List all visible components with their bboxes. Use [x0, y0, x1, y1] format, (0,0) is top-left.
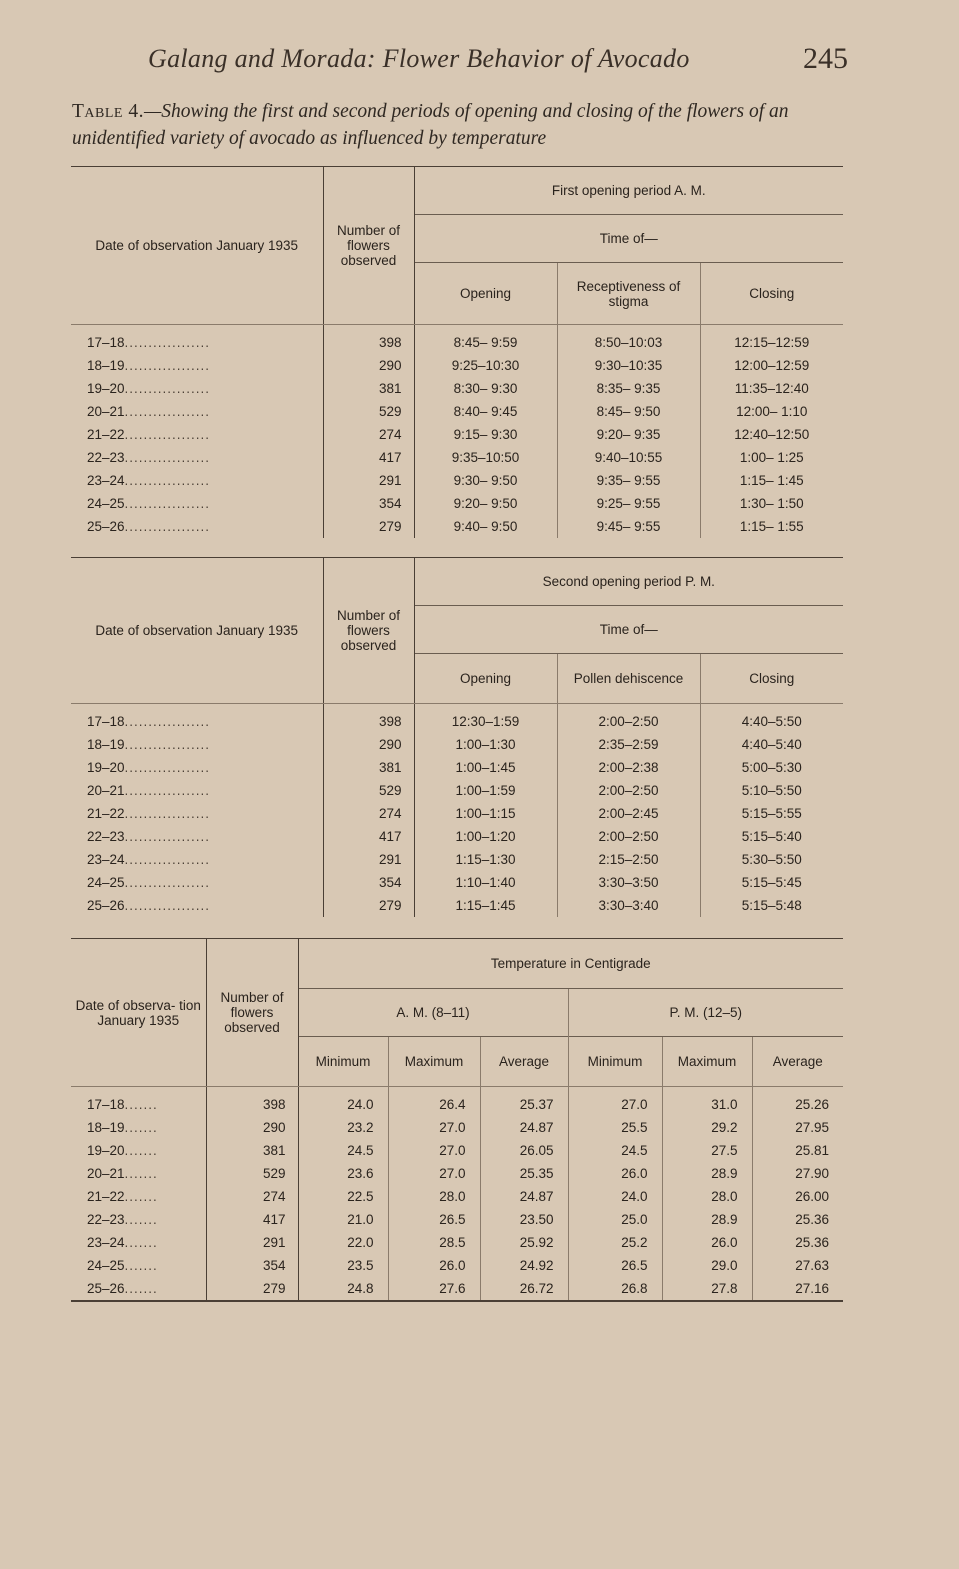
table-row: [71, 377, 843, 400]
cell-receptiveness: 9:25– 9:55: [557, 492, 700, 515]
first-opening-table: [71, 166, 843, 538]
table-row: [71, 400, 843, 423]
cell-number: 398: [323, 325, 414, 355]
leader-dots: .......: [124, 1166, 158, 1181]
leader-dots: ..................: [124, 496, 211, 511]
cell-pm-min: 25.0: [568, 1208, 662, 1231]
cell-date: 17–18: [87, 335, 125, 350]
cell-date: 17–18: [87, 1097, 125, 1112]
table-label: Table 4.: [72, 101, 144, 122]
cell-number: 417: [323, 446, 414, 469]
cell-pm-avg: 25.36: [752, 1208, 843, 1231]
header-am-avg: Average: [480, 1037, 568, 1087]
table-row: [71, 802, 843, 825]
leader-dots: ..................: [124, 898, 211, 913]
cell-date: 21–22: [87, 1189, 125, 1204]
cell-closing: 1:15– 1:45: [700, 469, 843, 492]
cell-opening: 1:10–1:40: [455, 875, 516, 890]
cell-date: 20–21: [87, 783, 125, 798]
header-group: Temperature in Centigrade: [298, 939, 843, 989]
cell-number: 291: [206, 1231, 298, 1254]
cell-pm-min: 27.0: [568, 1087, 662, 1117]
leader-dots: ..................: [124, 875, 211, 890]
cell-opening: 1:00–1:15: [455, 806, 516, 821]
cell-closing: 1:15– 1:55: [700, 515, 843, 538]
cell-opening: 9:35–10:50: [451, 450, 520, 465]
cell-opening: 9:20– 9:50: [453, 496, 518, 511]
cell-am-min: 22.0: [347, 1235, 374, 1250]
cell-closing: 5:15–5:48: [700, 894, 843, 917]
table-row: [71, 354, 843, 377]
leader-dots: .......: [124, 1235, 158, 1250]
header-opening: Opening: [414, 654, 557, 704]
cell-pm-avg: 27.63: [752, 1254, 843, 1277]
table-row: [71, 871, 843, 894]
header-am: A. M. (8–11): [298, 989, 568, 1037]
cell-am-max: 27.0: [388, 1162, 480, 1185]
cell-number: 417: [206, 1208, 298, 1231]
cell-closing: 4:40–5:50: [700, 704, 843, 734]
cell-closing: 1:30– 1:50: [700, 492, 843, 515]
header-group: First opening period A. M.: [414, 167, 843, 215]
cell-pollen: 2:00–2:38: [557, 756, 700, 779]
cell-closing: 5:15–5:45: [700, 871, 843, 894]
cell-pollen: 3:30–3:40: [557, 894, 700, 917]
cell-date: 21–22: [87, 427, 125, 442]
cell-closing: 4:40–5:40: [700, 733, 843, 756]
header-pm-min: Minimum: [568, 1037, 662, 1087]
cell-pm-min: 24.5: [568, 1139, 662, 1162]
cell-number: 354: [323, 871, 414, 894]
cell-closing: 12:00–12:59: [700, 354, 843, 377]
cell-receptiveness: 9:30–10:35: [557, 354, 700, 377]
table-body: [71, 704, 843, 918]
cell-am-avg: 23.50: [480, 1208, 568, 1231]
table-row: [71, 704, 843, 734]
cell-opening: 9:25–10:30: [451, 358, 520, 373]
cell-pm-avg: 27.95: [752, 1116, 843, 1139]
table-row: [71, 325, 843, 355]
cell-opening: 8:40– 9:45: [453, 404, 518, 419]
cell-pollen: 2:15–2:50: [557, 848, 700, 871]
cell-number: 274: [206, 1185, 298, 1208]
header-subgroup: Time of—: [414, 215, 843, 263]
cell-pm-avg: 25.26: [752, 1087, 843, 1117]
table-row: [71, 1162, 843, 1185]
leader-dots: ..................: [124, 358, 211, 373]
table-row: [71, 825, 843, 848]
cell-opening: 9:15– 9:30: [453, 427, 518, 442]
cell-pollen: 2:00–2:45: [557, 802, 700, 825]
cell-closing: 12:15–12:59: [700, 325, 843, 355]
table-row: [71, 446, 843, 469]
leader-dots: .......: [124, 1120, 158, 1135]
leader-dots: ..................: [124, 760, 211, 775]
cell-opening: 1:00–1:20: [455, 829, 516, 844]
cell-am-avg: 25.35: [480, 1162, 568, 1185]
cell-date: 23–24: [87, 473, 125, 488]
cell-opening: 1:00–1:30: [455, 737, 516, 752]
cell-pollen: 2:00–2:50: [557, 779, 700, 802]
temperature-table: [71, 938, 843, 1302]
table-body: [71, 1087, 843, 1302]
cell-am-min: 23.2: [347, 1120, 374, 1135]
cell-date: 24–25: [87, 496, 125, 511]
cell-number: 529: [323, 779, 414, 802]
header-date: Date of observation January 1935: [71, 558, 323, 704]
header-number: Number of flowers observed: [323, 167, 414, 325]
cell-am-min: 24.5: [347, 1143, 374, 1158]
cell-number: 291: [323, 469, 414, 492]
table-row: [71, 733, 843, 756]
cell-opening: 1:15–1:45: [455, 898, 516, 913]
cell-am-min: 23.6: [347, 1166, 374, 1181]
cell-am-min: 24.8: [347, 1281, 374, 1296]
cell-pm-max: 29.2: [662, 1116, 752, 1139]
cell-date: 24–25: [87, 875, 125, 890]
cell-closing: 5:00–5:30: [700, 756, 843, 779]
cell-am-avg: 25.37: [480, 1087, 568, 1117]
cell-am-avg: 24.92: [480, 1254, 568, 1277]
page-number: 245: [803, 42, 848, 75]
cell-am-max: 28.0: [388, 1185, 480, 1208]
cell-pm-max: 31.0: [662, 1087, 752, 1117]
table-row: [71, 756, 843, 779]
cell-am-avg: 24.87: [480, 1185, 568, 1208]
cell-number: 290: [206, 1116, 298, 1139]
cell-number: 529: [323, 400, 414, 423]
leader-dots: .......: [124, 1143, 158, 1158]
cell-opening: 9:40– 9:50: [453, 519, 518, 534]
cell-date: 22–23: [87, 450, 125, 465]
cell-date: 18–19: [87, 737, 125, 752]
cell-am-min: 22.5: [347, 1189, 374, 1204]
cell-date: 20–21: [87, 404, 125, 419]
cell-number: 279: [206, 1277, 298, 1301]
cell-pm-min: 26.8: [568, 1277, 662, 1301]
cell-am-max: 26.0: [388, 1254, 480, 1277]
header-subgroup: Time of—: [414, 606, 843, 654]
cell-number: 291: [323, 848, 414, 871]
cell-am-max: 27.0: [388, 1139, 480, 1162]
cell-number: 417: [323, 825, 414, 848]
header-receptiveness: Receptiveness of stigma: [557, 263, 700, 325]
table-row: [71, 1254, 843, 1277]
leader-dots: ..................: [124, 714, 211, 729]
cell-receptiveness: 8:35– 9:35: [557, 377, 700, 400]
table-row: [71, 1208, 843, 1231]
cell-pm-max: 28.9: [662, 1162, 752, 1185]
leader-dots: ..................: [124, 450, 211, 465]
cell-am-avg: 26.72: [480, 1277, 568, 1301]
leader-dots: ..................: [124, 404, 211, 419]
cell-am-max: 26.4: [388, 1087, 480, 1117]
cell-number: 279: [323, 515, 414, 538]
cell-am-avg: 24.87: [480, 1116, 568, 1139]
cell-date: 22–23: [87, 1212, 125, 1227]
cell-pm-max: 29.0: [662, 1254, 752, 1277]
cell-opening: 8:45– 9:59: [453, 335, 518, 350]
cell-pm-avg: 26.00: [752, 1185, 843, 1208]
table-row: [71, 848, 843, 871]
cell-number: 279: [323, 894, 414, 917]
cell-date: 23–24: [87, 852, 125, 867]
cell-pollen: 3:30–3:50: [557, 871, 700, 894]
table-row: [71, 1231, 843, 1254]
header-number: Number of flowers observed: [206, 939, 298, 1087]
leader-dots: ..................: [124, 783, 211, 798]
cell-pm-min: 26.0: [568, 1162, 662, 1185]
cell-am-min: 23.5: [347, 1258, 374, 1273]
cell-number: 398: [206, 1087, 298, 1117]
cell-closing: 5:30–5:50: [700, 848, 843, 871]
table-row: [71, 492, 843, 515]
cell-opening: 1:15–1:30: [455, 852, 516, 867]
cell-opening: 9:30– 9:50: [453, 473, 518, 488]
cell-date: 18–19: [87, 358, 125, 373]
header-closing: Closing: [700, 263, 843, 325]
header-closing: Closing: [700, 654, 843, 704]
cell-receptiveness: 9:45– 9:55: [557, 515, 700, 538]
leader-dots: .......: [124, 1258, 158, 1273]
cell-opening: 1:00–1:45: [455, 760, 516, 775]
cell-pm-max: 27.5: [662, 1139, 752, 1162]
leader-dots: .......: [124, 1281, 158, 1296]
cell-date: 19–20: [87, 381, 125, 396]
cell-number: 290: [323, 733, 414, 756]
header-number: Number of flowers observed: [323, 558, 414, 704]
cell-pm-min: 26.5: [568, 1254, 662, 1277]
table-row: [71, 894, 843, 917]
cell-pm-min: 25.2: [568, 1231, 662, 1254]
cell-pm-max: 27.8: [662, 1277, 752, 1301]
header-opening: Opening: [414, 263, 557, 325]
cell-receptiveness: 9:20– 9:35: [557, 423, 700, 446]
cell-am-max: 27.0: [388, 1116, 480, 1139]
leader-dots: ..................: [124, 852, 211, 867]
leader-dots: .......: [124, 1097, 158, 1112]
leader-dots: ..................: [124, 427, 211, 442]
cell-date: 22–23: [87, 829, 125, 844]
leader-dots: .......: [124, 1212, 158, 1227]
cell-date: 19–20: [87, 760, 125, 775]
table-body: [71, 325, 843, 539]
running-head-title: Galang and Morada: Flower Behavior of Avocado: [148, 44, 690, 73]
cell-closing: 5:15–5:55: [700, 802, 843, 825]
cell-number: 290: [323, 354, 414, 377]
cell-closing: 12:00– 1:10: [700, 400, 843, 423]
cell-closing: 12:40–12:50: [700, 423, 843, 446]
cell-receptiveness: 8:50–10:03: [557, 325, 700, 355]
cell-pollen: 2:00–2:50: [557, 704, 700, 734]
cell-number: 354: [206, 1254, 298, 1277]
table-row: [71, 469, 843, 492]
cell-date: 25–26: [87, 1281, 125, 1296]
header-pm-max: Maximum: [662, 1037, 752, 1087]
cell-pm-avg: 27.16: [752, 1277, 843, 1301]
cell-closing: 5:15–5:40: [700, 825, 843, 848]
cell-am-max: 26.5: [388, 1208, 480, 1231]
table-row: [71, 515, 843, 538]
cell-date: 21–22: [87, 806, 125, 821]
cell-number: 274: [323, 802, 414, 825]
cell-am-max: 28.5: [388, 1231, 480, 1254]
table-row: [71, 1139, 843, 1162]
leader-dots: ..................: [124, 381, 211, 396]
cell-receptiveness: 9:35– 9:55: [557, 469, 700, 492]
table-caption: [72, 98, 847, 152]
cell-pm-max: 28.0: [662, 1185, 752, 1208]
leader-dots: ..................: [124, 335, 211, 350]
table-row: [71, 1087, 843, 1117]
cell-opening: 12:30–1:59: [451, 714, 520, 729]
cell-date: 25–26: [87, 519, 125, 534]
cell-number: 398: [323, 704, 414, 734]
cell-closing: 11:35–12:40: [700, 377, 843, 400]
cell-pollen: 2:35–2:59: [557, 733, 700, 756]
cell-closing: 5:10–5:50: [700, 779, 843, 802]
header-am-max: Maximum: [388, 1037, 480, 1087]
cell-number: 274: [323, 423, 414, 446]
cell-date: 20–21: [87, 1166, 125, 1181]
cell-pm-avg: 27.90: [752, 1162, 843, 1185]
cell-number: 381: [323, 377, 414, 400]
cell-pm-avg: 25.36: [752, 1231, 843, 1254]
cell-date: 24–25: [87, 1258, 125, 1273]
cell-date: 19–20: [87, 1143, 125, 1158]
table-row: [71, 423, 843, 446]
cell-pollen: 2:00–2:50: [557, 825, 700, 848]
cell-am-avg: 25.92: [480, 1231, 568, 1254]
leader-dots: ..................: [124, 806, 211, 821]
table-row: [71, 1277, 843, 1301]
header-pm: P. M. (12–5): [568, 989, 843, 1037]
cell-pm-max: 26.0: [662, 1231, 752, 1254]
header-group: Second opening period P. M.: [414, 558, 843, 606]
cell-number: 529: [206, 1162, 298, 1185]
cell-number: 381: [206, 1139, 298, 1162]
cell-date: 17–18: [87, 714, 125, 729]
cell-opening: 1:00–1:59: [455, 783, 516, 798]
cell-date: 25–26: [87, 898, 125, 913]
running-head: [148, 40, 858, 80]
second-opening-table: [71, 557, 843, 917]
leader-dots: ..................: [124, 737, 211, 752]
leader-dots: ..................: [124, 829, 211, 844]
table-caption-text: —Showing the first and second periods of opening and closing of the flowers of an unidentified variety of avocado as influenced by temperature: [72, 101, 789, 149]
leader-dots: .......: [124, 1189, 158, 1204]
cell-receptiveness: 9:40–10:55: [557, 446, 700, 469]
cell-am-avg: 26.05: [480, 1139, 568, 1162]
cell-pm-min: 24.0: [568, 1185, 662, 1208]
header-pm-avg: Average: [752, 1037, 843, 1087]
cell-opening: 8:30– 9:30: [453, 381, 518, 396]
cell-number: 354: [323, 492, 414, 515]
leader-dots: ..................: [124, 473, 211, 488]
header-date: Date of observa- tion January 1935: [71, 939, 206, 1087]
table-row: [71, 1116, 843, 1139]
cell-pm-avg: 25.81: [752, 1139, 843, 1162]
table-row: [71, 779, 843, 802]
header-date: Date of observation January 1935: [71, 167, 323, 325]
cell-am-min: 21.0: [347, 1212, 374, 1227]
cell-closing: 1:00– 1:25: [700, 446, 843, 469]
header-pollen: Pollen dehiscence: [557, 654, 700, 704]
cell-date: 18–19: [87, 1120, 125, 1135]
header-am-min: Minimum: [298, 1037, 388, 1087]
cell-date: 23–24: [87, 1235, 125, 1250]
cell-am-min: 24.0: [347, 1097, 374, 1112]
cell-pm-min: 25.5: [568, 1116, 662, 1139]
table-row: [71, 1185, 843, 1208]
cell-receptiveness: 8:45– 9:50: [557, 400, 700, 423]
cell-am-max: 27.6: [388, 1277, 480, 1301]
cell-pm-max: 28.9: [662, 1208, 752, 1231]
leader-dots: ..................: [124, 519, 211, 534]
cell-number: 381: [323, 756, 414, 779]
